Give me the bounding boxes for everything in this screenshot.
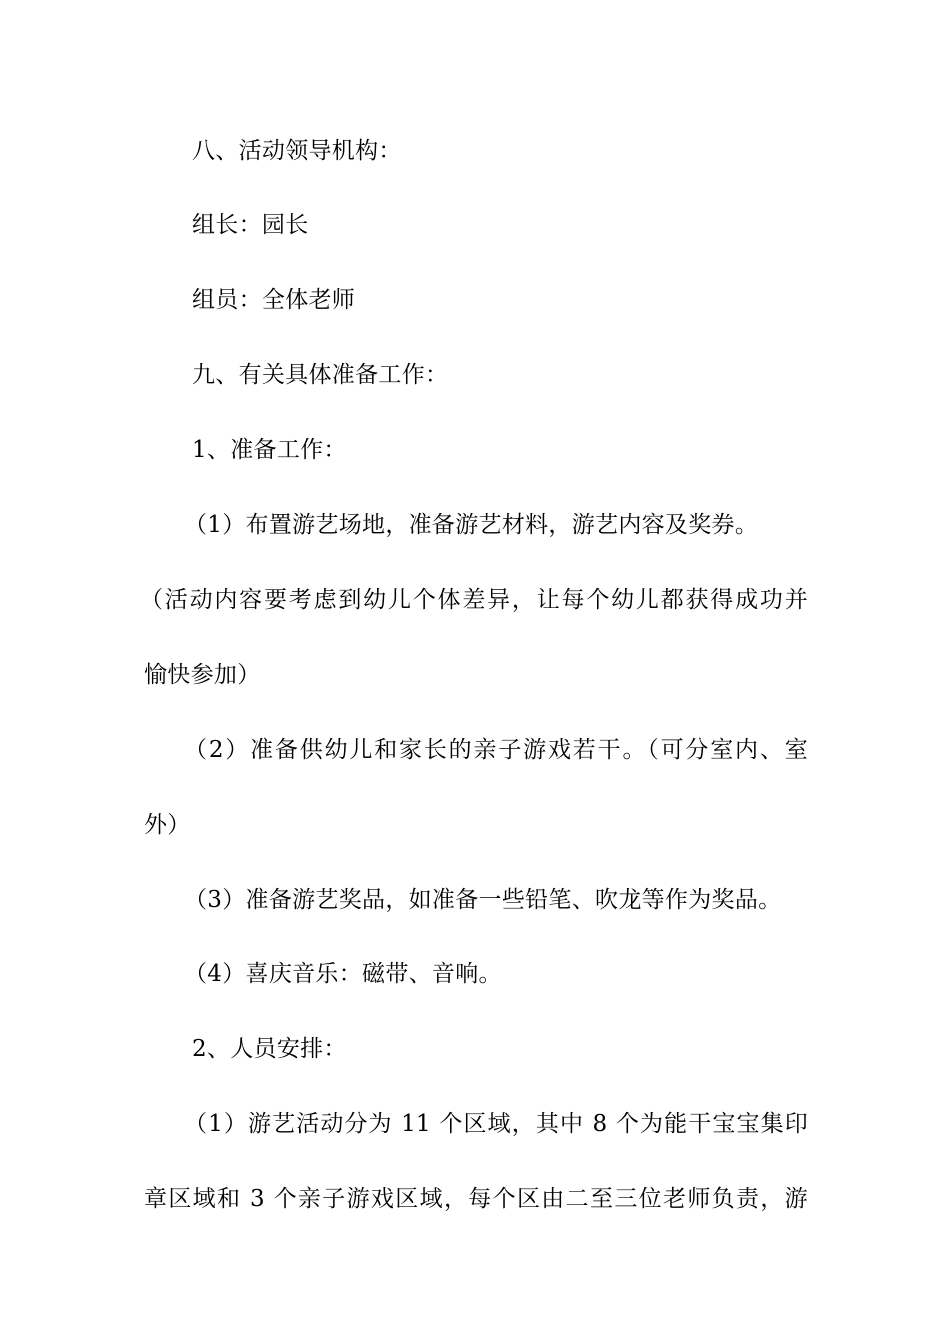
paragraph-staffing-line-1: （1）游艺活动分为 11 个区域，其中 8 个为能干宝宝集印 xyxy=(184,1111,808,1137)
paragraph-item-1-line-1: （1）布置游艺场地，准备游艺材料，游艺内容及奖券。 xyxy=(184,512,759,538)
paragraph-item-1-line-3: 愉快参加） xyxy=(144,662,261,688)
heading-leadership: 八、活动领导机构： xyxy=(192,138,402,164)
team-leader-line: 组长：园长 xyxy=(192,212,309,238)
paragraph-item-2-line-1: （2）准备供幼儿和家长的亲子游戏若干。（可分室内、室 xyxy=(184,737,808,763)
subheading-staffing: 2、人员安排： xyxy=(192,1036,347,1062)
paragraph-item-3: （3）准备游艺奖品，如准备一些铅笔、吹龙等作为奖品。 xyxy=(184,887,782,913)
paragraph-item-1-line-2: （活动内容要考虑到幼儿个体差异，让每个幼儿都获得成功并 xyxy=(140,587,808,613)
paragraph-staffing-line-2: 章区域和 3 个亲子游戏区域，每个区由二至三位老师负责，游 xyxy=(144,1186,808,1212)
paragraph-item-2-line-2: 外） xyxy=(144,812,191,838)
paragraph-item-4: （4）喜庆音乐：磁带、音响。 xyxy=(184,961,502,987)
team-members-line: 组员：全体老师 xyxy=(192,287,356,313)
heading-preparation: 九、有关具体准备工作： xyxy=(192,362,449,388)
subheading-preparation-work: 1、准备工作： xyxy=(192,437,347,463)
